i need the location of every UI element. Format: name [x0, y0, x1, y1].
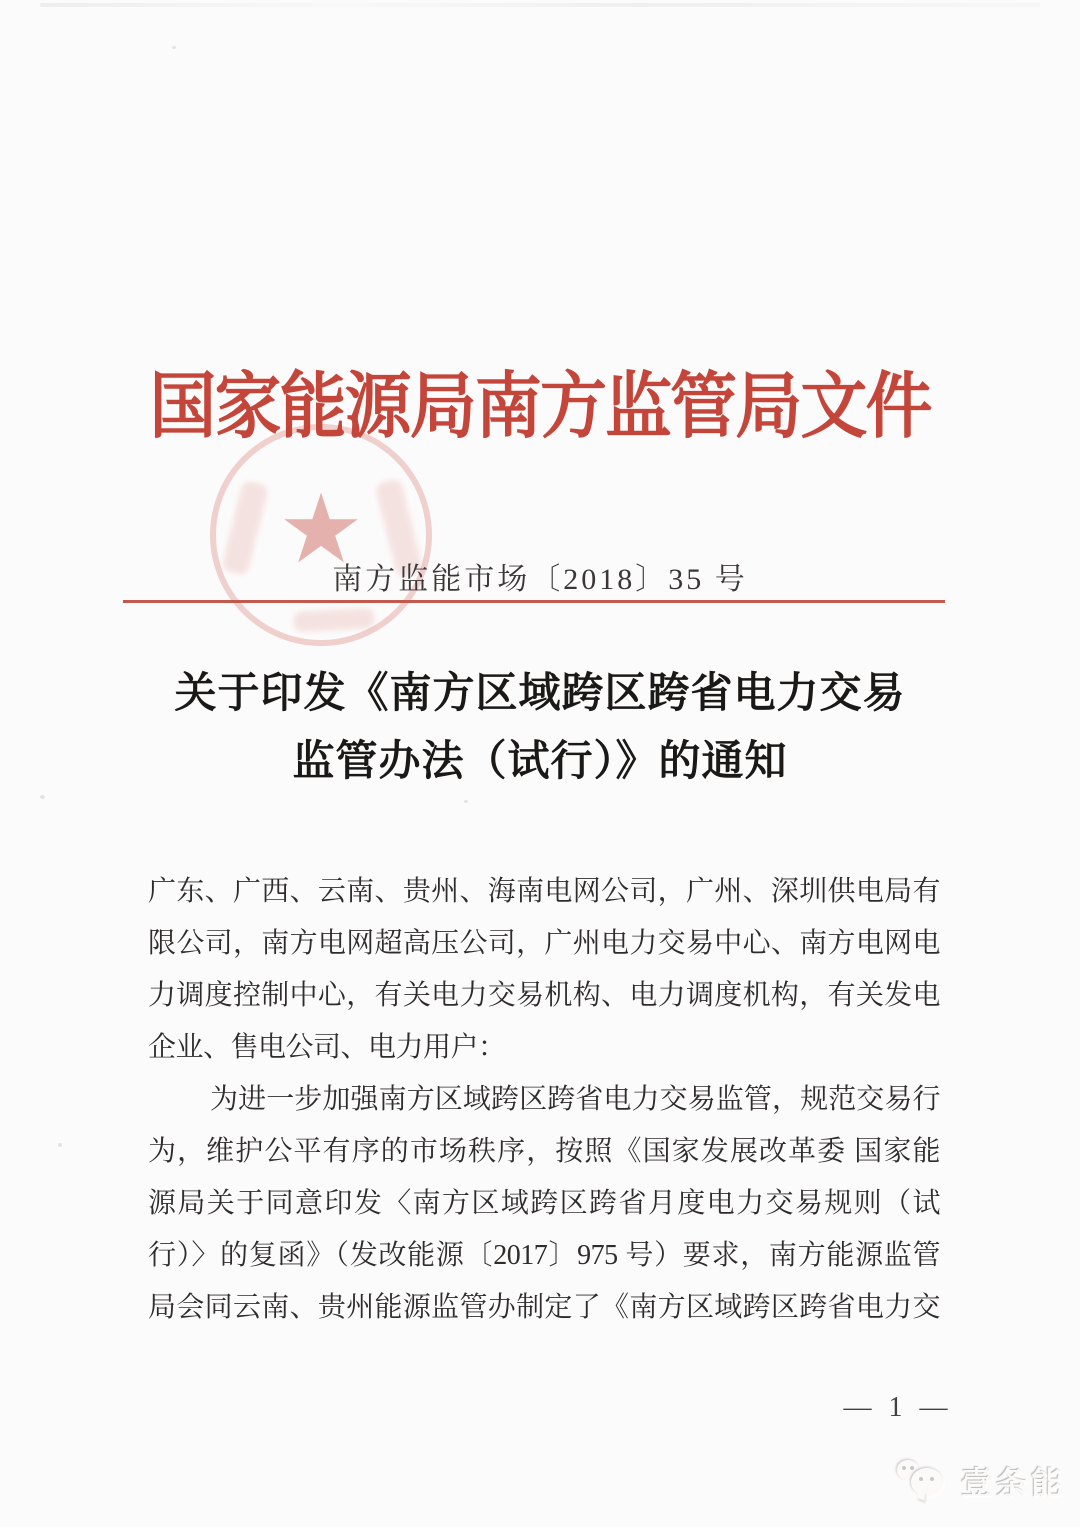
body-line: 为进一步加强南方区域跨区跨省电力交易监管，规范交易行 [210, 1084, 940, 1115]
scan-smudge [40, 3, 1040, 7]
doc-number: 南方监能市场〔2018〕35 号 [332, 563, 748, 596]
red-divider-line [123, 600, 945, 603]
body-line: 为，维护公平有序的市场秩序，按照《国家发展改革委 国家能 [148, 1136, 940, 1167]
seal-star-icon: ★ [277, 473, 365, 586]
seal-ring-text-artifact [294, 608, 375, 632]
body-line: 广东、广西、云南、贵州、海南电网公司，广州、深圳供电局有 [148, 876, 940, 907]
body-line: 力调度控制中心，有关电力交易机构、电力调度机构，有关发电 [148, 980, 940, 1011]
body-line: 源局关于同意印发〈南方区域跨区跨省月度电力交易规则（试 [148, 1188, 940, 1219]
body-line: 限公司，南方电网超高压公司，广州电力交易中心、南方电网电 [148, 928, 940, 959]
page-number: — 1 — [843, 1392, 953, 1423]
body-line: 行）〉的复函》（发改能源〔2017〕975 号）要求，南方能源监管 [148, 1240, 940, 1271]
doc-title-line1: 关于印发《南方区域跨区跨省电力交易 [174, 671, 906, 717]
body-line: 局会同云南、贵州能源监管办制定了《南方区域跨区跨省电力交 [148, 1292, 940, 1323]
header-org-title: 国家能源局南方监管局文件 [149, 367, 931, 447]
scan-speck [58, 1143, 62, 1147]
official-seal-stamp [210, 424, 432, 646]
document-body [148, 866, 940, 1334]
doc-title-line2: 监管办法（试行）》的通知 [292, 739, 788, 785]
body-line: 企业、售电公司、电力用户： [148, 1032, 506, 1063]
watermark-label: 壹条能 [961, 1465, 1066, 1501]
scan-speck [464, 800, 468, 803]
scan-speck [172, 46, 176, 49]
wechat-logo-icon [895, 1456, 951, 1504]
chat-bubble-large-icon [911, 1468, 943, 1496]
doc-title [0, 660, 1080, 796]
watermark [895, 1456, 1066, 1504]
